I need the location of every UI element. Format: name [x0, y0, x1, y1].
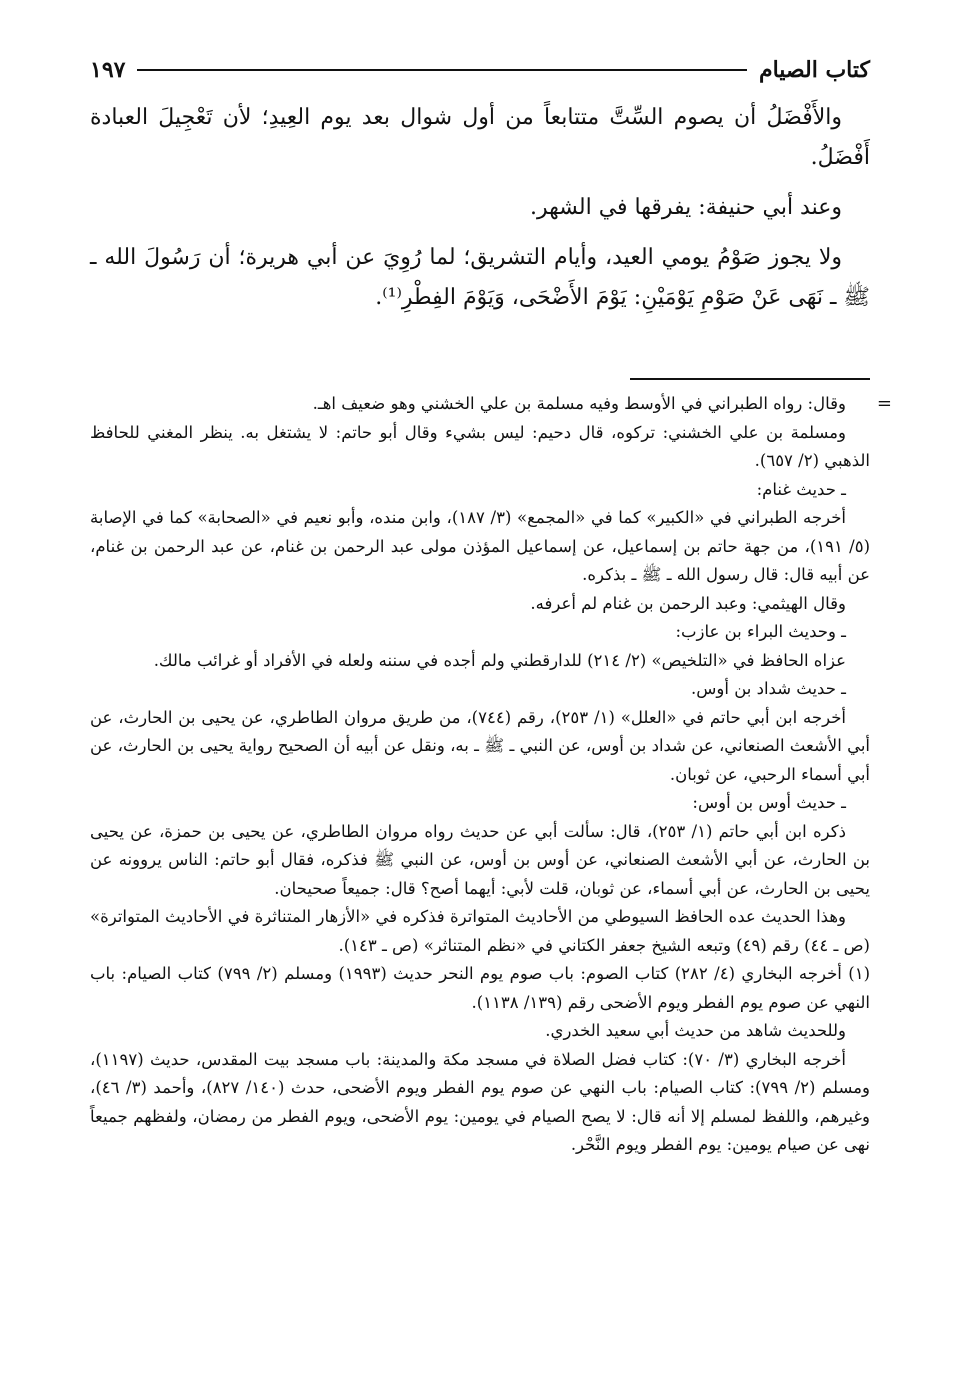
footnote-paragraph: ـ وحديث البراء بن عازب: — [675, 622, 846, 641]
main-paragraph: والأَفْضَلُ أن يصوم السِّتَّ متتابعاً من أول شوال بعد يوم العِيدِ؛ لأن تَعْجِيلَ العبادة أَفْضَلُ. — [90, 105, 870, 170]
continuation-mark: = — [876, 393, 892, 414]
footnote-paragraph: عزاه الحافظ في «التلخيص» (٢/ ٢١٤) للدارقطني ولم أجده في سننه ولعله في الأفراد أو غرائب مالك. — [153, 650, 846, 670]
main-paragraph: ولا يجوز صَوْمُ يومي العيد، وأيام التشريق؛ لما رُوِيَ عن أبي هريرة؛ أن رَسُولَ الله ـ ﷺ ـ نَهَى عَنْ صَوْمِ يَوْمَيْنِ: يَوْمَ الأَضْحَى، وَيَوْمَ الفِطْرِ⁽¹⁾. — [90, 245, 870, 310]
footnote-paragraph: أخرجه الطبراني في «الكبير» كما في «المجمع» (٣/ ١٨٧)، وابن منده، وأبو نعيم في «الصحابة» كما في الإصابة (٥/ ١٩١)، من جهة حاتم بن إسماعيل، عن إسماعيل المؤذن مولى عبد الرحمن بن غنام، عن عبد الرحمن بن غنام، عن أبيه قال: قال رسول الله ـ ﷺ ـ بذكره. — [90, 508, 870, 584]
footnote-paragraph: أخرجه البخاري (٣/ ٧٠): كتاب فضل الصلاة في مسجد مكة والمدينة: باب مسجد بيت المقدس، حديث (١١٩٧)، ومسلم (٢/ ٧٩٩): كتاب الصيام: باب النهي عن صوم يوم الفطر ويوم الأضحى، حدث (١٤٠/ ٨٢٧)، وأحمد (٣/ ٤٦)، وغيرهم، واللفظ لمسلم إلا أنه قال: لا يصح الصيام في يومين: يوم الأضحى، ويوم الفطر من رمضان، ولفظهم جميعاً نهى عن صيام يومين: يوم الفطر ويوم النَّحْر. — [90, 1049, 870, 1154]
footnote-paragraph: ـ حديث شداد بن أوس. — [691, 679, 846, 698]
footnote-paragraph: ـ حديث غنام: — [756, 479, 846, 499]
footnote-1: (١) أخرجه البخاري (٤/ ٢٨٢) كتاب الصوم: باب صوم يوم النحر حديث (١٩٩٣) ومسلم (٢/ ٧٩٩) كتاب الصيام: باب النهي عن صوم يوم الفطر ويوم الأضحى رقم (١٣٩/ ١١٣٨). — [90, 964, 871, 1012]
footnote-paragraph: ـ حديث أوس بن أوس: — [692, 793, 846, 812]
footnote-paragraph: ذكره ابن أبي حاتم (١/ ٢٥٣)، قال: سألت أبي عن حديث رواه مروان الطاطري، عن يحيى بن حمزة، عن يحيى بن الحارث، عن أبي الأشعث الصنعاني، عن أوس بن أوس، عن النبي ﷺ فذكره، فقال أبو حاتم: الناس يروونه عن يحيى بن الحارث، عن أبي أسماء، عن ثوبان، قلت لأبي: أيهما أصح؟ قال: جميعاً صحيحان. — [90, 821, 870, 898]
footnote-paragraph: وهذا الحديث عده الحافظ السيوطي من الأحاديث المتواترة فذكره في «الأزهار المتناثرة في الأحاديث المتواترة» (ص ـ ٤٤) رقم (٤٩) وتبعه الشيخ جعفر الكتاني في «نظم المتناثر» (ص ـ ١٤٣). — [90, 907, 870, 955]
running-header — [90, 50, 870, 90]
main-text — [90, 98, 870, 328]
footnote-paragraph: وقال: رواه الطبراني في الأوسط وفيه مسلمة بن علي الخشني وهو ضعيف اهـ. — [312, 394, 846, 413]
header-rule — [137, 69, 747, 71]
footnote-separator — [630, 378, 870, 380]
footnote-paragraph: ومسلمة بن علي الخشني: تركوه، قال دحيم: ليس بشيء وقال أبو حاتم: لا يشتغل به. ينظر المغني للحافظ الذهبي (٢/ ٦٥٧). — [90, 422, 870, 470]
footnotes-section — [90, 390, 892, 1160]
book-page — [90, 50, 892, 1360]
footnote-paragraph: وقال الهيثمي: وعبد الرحمن بن غنام لم أعرفه. — [530, 593, 846, 613]
footnote-paragraph: أخرجه ابن أبي حاتم في «العلل» (١/ ٢٥٣)، رقم (٧٤٤)، من طريق مروان الطاطري، عن يحيى بن الحارث، عن أبي الأشعث الصنعاني، عن شداد بن أوس، عن النبي ـ ﷺ ـ به، ونقل عن أبيه أن الصحيح رواية يحيى بن الحارث، عن أبي أسماء الرحبي، عن ثوبان. — [90, 707, 870, 784]
chapter-title: كتاب الصيام — [758, 57, 870, 83]
footnote-paragraph: وللحديث شاهد من حديث أبي سعيد الخدري. — [545, 1021, 846, 1040]
main-paragraph: وعند أبي حنيفة: يفرقها في الشهر. — [529, 195, 842, 220]
page-number: ١٩٧ — [90, 57, 126, 83]
